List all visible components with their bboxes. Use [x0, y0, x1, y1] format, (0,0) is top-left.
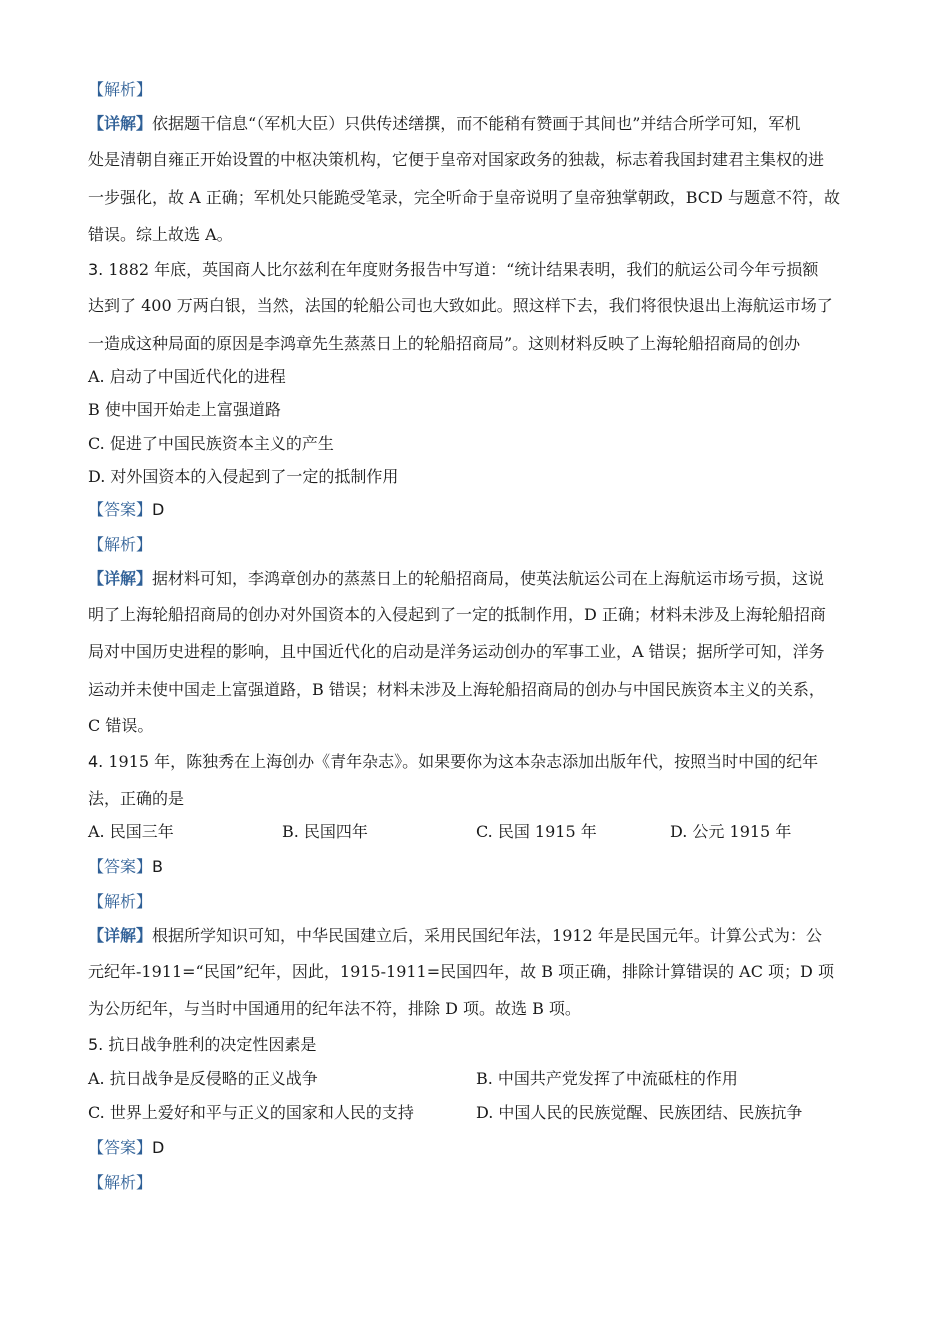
q5-option-d: D. 中国人民的民族觉醒、民族团结、民族抗争 [476, 1103, 803, 1122]
q5-analysis-tag: 【解析】 [88, 1173, 153, 1192]
q2-detail-line-1: 【详解】依据题干信息“（军机大臣）只供传述缮撰，而不能稍有赞画于其间也”并结合所学可知，军机 [88, 114, 801, 133]
q2-detail-line-4: 错误。综上故选 A。 [88, 225, 233, 244]
q4-option-a: A. 民国三年 [88, 822, 174, 841]
q3-stem-line-2: 达到了 400 万两白银，当然，法国的轮船公司也大致如此。照这样下去，我们将很快退出上海航运市场了 [88, 296, 833, 315]
q4-options-row [88, 822, 863, 842]
q3-stem-line-1: 3. 1882 年底，英国商人比尔兹利在年度财务报告中写道：“统计结果表明，我们的航运公司今年亏损额 [88, 260, 819, 279]
q4-analysis-tag: 【解析】 [88, 892, 153, 911]
q4-detail-tag: 【详解】 [88, 926, 153, 945]
q5-option-c: C. 世界上爱好和平与正义的国家和人民的支持 [88, 1103, 414, 1122]
q5-answer-line [88, 1138, 863, 1158]
q3-answer: D [152, 500, 165, 519]
q3-number: 3. [88, 260, 104, 279]
q4-detail-line-1: 【详解】根据所学知识可知，中华民国建立后，采用民国纪年法，1912 年是民国元年。计算公式为：公 [88, 926, 822, 945]
q2-detail-tag: 【详解】 [88, 114, 153, 133]
q5-answer: D [152, 1138, 165, 1157]
q2-detail-line-2: 处是清朝自雍正开始设置的中枢决策机构，它便于皇帝对国家政务的独裁，标志着我国封建君主集权的进 [88, 150, 825, 169]
q4-stem-line-1: 4. 1915 年，陈独秀在上海创办《青年杂志》。如果要你为这本杂志添加出版年代，按照当时中国的纪年 [88, 752, 819, 771]
q4-option-c: C. 民国 1915 年 [476, 822, 597, 841]
q3-analysis-tag: 【解析】 [88, 535, 153, 554]
q3-detail-line-5: C 错误。 [88, 716, 154, 735]
q3-option-d: D. 对外国资本的入侵起到了一定的抵制作用 [88, 467, 399, 486]
q4-answer-tag: 【答案】 [88, 857, 153, 876]
q3-detail-tag: 【详解】 [88, 569, 153, 588]
q4-option-b: B. 民国四年 [282, 822, 368, 841]
q5-stem: 5. 抗日战争胜利的决定性因素是 [88, 1035, 317, 1054]
q4-answer-line [88, 857, 863, 877]
q3-option-a: A. 启动了中国近代化的进程 [88, 367, 286, 386]
q3-answer-tag: 【答案】 [88, 500, 153, 519]
q3-stem-line-3: 一造成这种局面的原因是李鸿章先生蒸蒸日上的轮船招商局”。这则材料反映了上海轮船招商局的创办 [88, 334, 801, 353]
q5-answer-tag: 【答案】 [88, 1138, 153, 1157]
q5-number: 5. [88, 1035, 104, 1054]
q2-analysis-tag: 【解析】 [88, 80, 153, 99]
q3-option-b: B 使中国开始走上富强道路 [88, 400, 281, 419]
q3-detail-line-1: 【详解】据材料可知，李鸿章创办的蒸蒸日上的轮船招商局，使英法航运公司在上海航运市场亏损，这说 [88, 569, 825, 588]
q4-detail-line-2: 元纪年-1911=“民国”纪年，因此，1915-1911=民国四年，故 B 项正确，排除计算错误的 AC 项；D 项 [88, 962, 834, 981]
q3-detail-line-3: 局对中国历史进程的影响，且中国近代化的启动是洋务运动创办的军事工业，A 错误；据所学可知，洋务 [88, 642, 825, 661]
q5-option-b: B. 中国共产党发挥了中流砥柱的作用 [476, 1069, 738, 1088]
q3-detail-line-4: 运动并未使中国走上富强道路，B 错误；材料未涉及上海轮船招商局的创办与中国民族资本主义的关系， [88, 680, 825, 699]
q3-detail-line-2: 明了上海轮船招商局的创办对外国资本的入侵起到了一定的抵制作用，D 正确；材料未涉及上海轮船招商 [88, 605, 826, 624]
q4-detail-line-3: 为公历纪年，与当时中国通用的纪年法不符，排除 D 项。故选 B 项。 [88, 999, 581, 1018]
q4-answer: B [152, 857, 163, 876]
q5-option-a: A. 抗日战争是反侵略的正义战争 [88, 1069, 318, 1088]
q3-answer-line [88, 500, 863, 520]
q4-option-d: D. 公元 1915 年 [670, 822, 792, 841]
q5-options-row-1 [88, 1069, 863, 1089]
q2-detail-line-3: 一步强化，故 A 正确；军机处只能跪受笔录，完全听命于皇帝说明了皇帝独掌朝政，BCD 与题意不符，故 [88, 188, 840, 207]
q4-number: 4. [88, 752, 104, 771]
q5-options-row-2 [88, 1103, 863, 1123]
q3-option-c: C. 促进了中国民族资本主义的产生 [88, 434, 334, 453]
q4-stem-line-2: 法，正确的是 [88, 789, 185, 808]
